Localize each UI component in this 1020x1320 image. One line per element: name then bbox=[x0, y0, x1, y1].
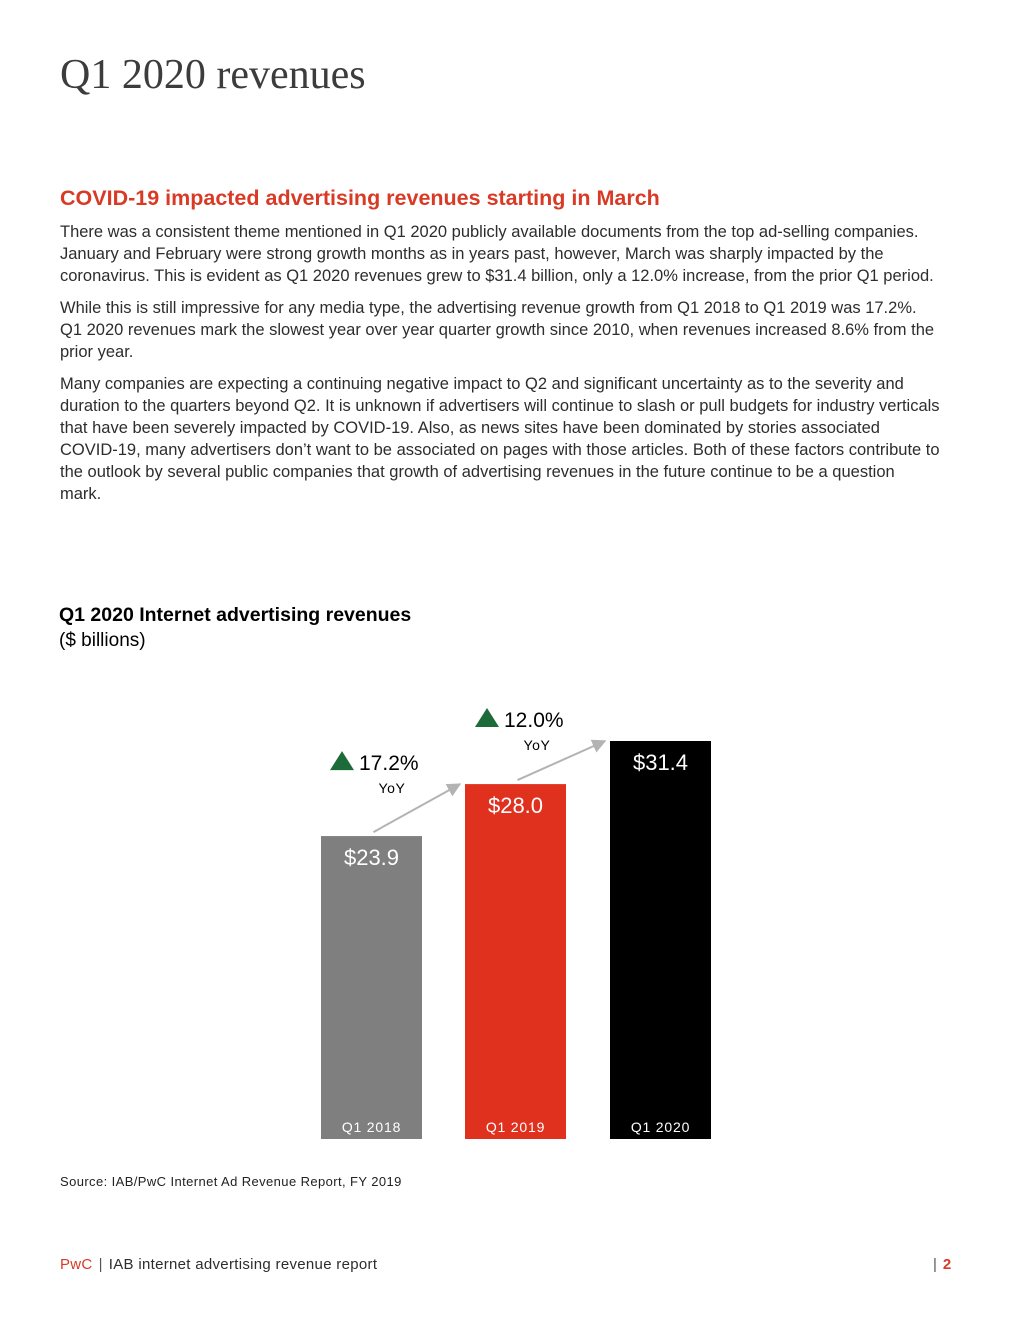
bar-category-label: Q1 2018 bbox=[341, 1119, 402, 1135]
growth-yoy-label: YoY bbox=[378, 780, 406, 797]
section-heading: COVID-19 impacted advertising revenues starting in March bbox=[60, 186, 660, 210]
bar-value-label: $23.9 bbox=[343, 845, 400, 871]
page-number: 2 bbox=[942, 1256, 952, 1273]
footer-brand: PwC bbox=[60, 1256, 93, 1273]
source-note: Source: IAB/PwC Internet Ad Revenue Report, FY 2019 bbox=[60, 1174, 402, 1189]
chart-subtitle: ($ billions) bbox=[59, 630, 146, 651]
up-triangle-icon bbox=[475, 708, 499, 727]
growth-percent-label: 12.0% bbox=[504, 709, 564, 732]
bar-value-label: $28.0 bbox=[487, 793, 544, 819]
bar-value-label: $31.4 bbox=[632, 750, 689, 775]
up-triangle-icon bbox=[330, 751, 354, 770]
bar-q1-2018 bbox=[321, 836, 422, 1139]
page-separator: | bbox=[933, 1256, 937, 1273]
bar-category-label: Q1 2020 bbox=[630, 1119, 691, 1135]
footer bbox=[60, 1256, 377, 1273]
bar-q1-2019 bbox=[465, 784, 566, 1139]
chart-title: Q1 2020 Internet advertising revenues bbox=[59, 604, 412, 626]
page-number-area bbox=[933, 1256, 951, 1273]
paragraph-2: While this is still impressive for any media type, the advertising revenue growth from Q1 2018 to Q1 2019 was 17.2%. Q1 2020 revenues mark the slowest year over year quarter growth since 2010, when revenues increased 8.6% from the prior year. bbox=[60, 299, 935, 361]
footer-separator: | bbox=[98, 1256, 103, 1273]
paragraph-1: There was a consistent theme mentioned in Q1 2020 publicly available documents from the top ad-selling companies. January and February were strong growth months as in years past, however, March was sharply impacted by the coronavirus. This is evident as Q1 2020 revenues grew to $31.4 billion, only a 12.0% increase, from the prior Q1 period. bbox=[60, 223, 934, 285]
paragraph-3: Many companies are expecting a continuing negative impact to Q2 and significant uncertainty as to the severity and duration to the quarters beyond Q2. It is unknown if advertisers will continue to slash or pull budgets for industry verticals that have been severely impacted by COVID-19. Also, as news sites have been dominated by stories associated COVID-19, many advertisers don’t want to be associated on pages with those articles. Both of these factors contribute to the outlook by several public companies that growth of advertising revenues in the future continue to be a question mark. bbox=[60, 375, 940, 503]
page-title: Q1 2020 revenues bbox=[60, 52, 366, 98]
bar-category-label: Q1 2019 bbox=[485, 1119, 546, 1135]
bar-q1-2020 bbox=[610, 741, 711, 1139]
growth-percent-label: 17.2% bbox=[359, 752, 419, 776]
footer-report-name: IAB internet advertising revenue report bbox=[108, 1256, 378, 1273]
growth-yoy-label: YoY bbox=[523, 737, 551, 753]
